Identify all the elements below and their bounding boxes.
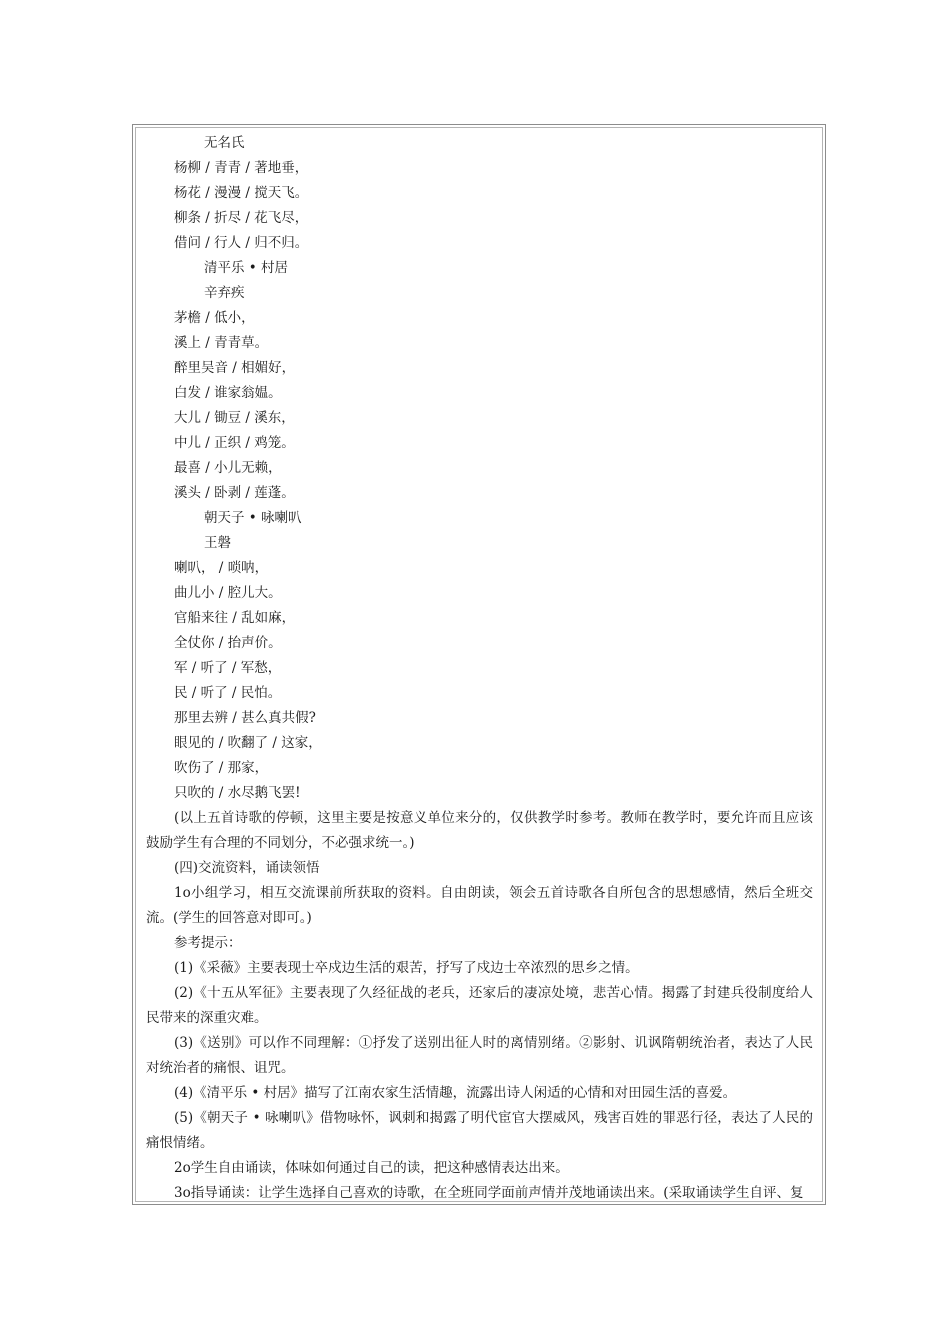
- step-paragraph: 1o小组学习，相互交流课前所获取的资料。自由朗读，领会五首诗歌各自所包含的思想感情，然后全班交流。(学生的回答意对即可。): [146, 885, 813, 926]
- poem-line: 白发 / 谁家翁媪。: [174, 385, 282, 401]
- hint-item: (1)《采薇》主要表现士卒戍边生活的艰苦，抒写了戍边士卒浓烈的思乡之情。: [174, 960, 639, 976]
- section-heading: (四)交流资料，诵读领悟: [174, 860, 320, 876]
- poem-line: 大儿 / 锄豆 / 溪东，: [174, 410, 295, 426]
- poem-line: 柳条 / 折尽 / 花飞尽，: [174, 210, 309, 226]
- poem-line: 只吹的 / 水尽鹅飞罢!: [174, 785, 301, 801]
- step-paragraph: 3o指导诵读：让学生选择自己喜欢的诗歌，在全班同学面前声情并茂地诵读出来。(采取诵读学生自评、复: [174, 1185, 804, 1201]
- poem-author: 无名氏: [204, 135, 245, 151]
- poem-title: 清平乐 • 村居: [204, 260, 289, 276]
- poem-line: 全仗你 / 抬声价。: [174, 635, 282, 651]
- poem-line: 喇叭， / 唢呐，: [174, 560, 269, 576]
- poem-line: 醉里吴音 / 相媚好，: [174, 360, 296, 376]
- hint-item: (4)《清平乐 • 村居》描写了江南农家生活情趣，流露出诗人闲适的心情和对田园生活的喜爱。: [174, 1085, 737, 1101]
- poem-line: 军 / 听了 / 军愁，: [174, 660, 282, 676]
- poem-line: 曲儿小 / 腔儿大。: [174, 585, 282, 601]
- poem-line: 吹伤了 / 那家，: [174, 760, 269, 776]
- poem-author: 王磐: [204, 535, 231, 551]
- poem-line: 眼见的 / 吹翻了 / 这家，: [174, 735, 322, 751]
- hint-item: (2)《十五从军征》主要表现了久经征战的老兵，还家后的凄凉处境，悲苦心情。揭露了封建兵役制度给人民带来的深重灾难。: [146, 985, 813, 1026]
- poem-line: 那里去辨 / 甚么真共假?: [174, 710, 316, 726]
- step-paragraph: 2o学生自由诵读，体味如何通过自己的读，把这种感情表达出来。: [174, 1160, 569, 1176]
- poem-author: 辛弃疾: [204, 285, 245, 301]
- poem-line: 杨柳 / 青青 / 著地垂，: [174, 160, 309, 176]
- poem-line: 溪头 / 卧剥 / 莲蓬。: [174, 485, 295, 501]
- poem-line: 借问 / 行人 / 归不归。: [174, 235, 309, 251]
- poem-title: 朝天子 • 咏喇叭: [204, 510, 302, 526]
- poem-line: 茅檐 / 低小，: [174, 310, 255, 326]
- hint-item: (3)《送别》可以作不同理解：①抒发了送别出征人时的离情别绪。②影射、讥讽隋朝统治者，表达了人民对统治者的痛恨、诅咒。: [146, 1035, 813, 1076]
- document-body: [135, 127, 823, 1202]
- poem-line: 民 / 听了 / 民怕。: [174, 685, 282, 701]
- poem-line: 中儿 / 正织 / 鸡笼。: [174, 435, 295, 451]
- hint-item: (5)《朝天子 • 咏喇叭》借物咏怀，讽刺和揭露了明代宦官大摆威风，残害百姓的罪恶行径，表达了人民的痛恨情绪。: [146, 1110, 813, 1151]
- poem-line: 杨花 / 漫漫 / 搅天飞。: [174, 185, 309, 201]
- document-frame: [132, 124, 826, 1205]
- hint-label: 参考提示：: [174, 935, 242, 951]
- poem-line: 最喜 / 小儿无赖，: [174, 460, 282, 476]
- teaching-note: (以上五首诗歌的停顿，这里主要是按意义单位来分的，仅供教学时参考。教师在教学时，要允许而且应该鼓励学生有合理的不同划分，不必强求统一。): [146, 810, 813, 851]
- poem-line: 溪上 / 青青草。: [174, 335, 269, 351]
- poem-line: 官船来往 / 乱如麻，: [174, 610, 296, 626]
